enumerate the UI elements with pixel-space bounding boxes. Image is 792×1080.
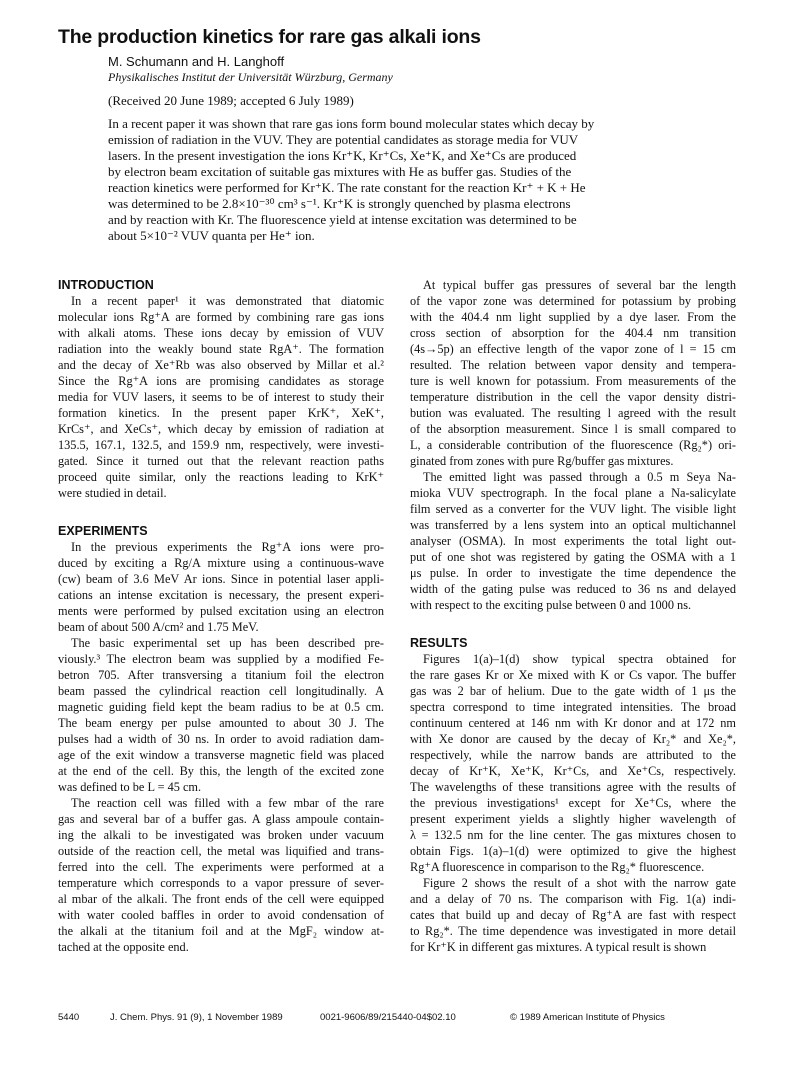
text-line: for Kr⁺K in different gas mixtures. A typical result is shown [410,940,707,954]
text-line: of the vapor zone was determined for potassium by probing [410,294,736,308]
text-line: the alkali at the titanium foil and at the MgF₂ window at- [58,924,384,938]
experiments-paragraph [58,635,384,795]
text-line: bution was evaluated. The resulting l agreed with the result [410,406,736,420]
text-line: of the absorption measurement. Since l is small compared to [410,422,736,436]
text-line: radiation into the weakly bound state RgA⁺. The formation [58,342,384,356]
text-line: the rare gases Kr or Xe mixed with K or Cs vapor. The buffer [410,668,736,682]
experiments-paragraph [410,469,736,613]
text-line: Figure 2 shows the result of a shot with the narrow gate [423,876,736,890]
section-heading-experiments: EXPERIMENTS [58,524,148,538]
article-code: 0021-9606/89/215440-04$02.10 [320,1012,456,1023]
text-line: film served as a converter for the VUV light. The visible light [410,502,736,516]
right-column [410,277,736,955]
text-line: and the decay of Xe⁺Rb was also observed by Millar et al.² [58,358,384,372]
text-line: analyser (OSMA). In most experiments the total light out- [410,534,736,548]
text-line: cations an intense excitation is necessary, the present experi- [58,588,384,602]
text-line: temperature which corresponds to a vapor pressure of sever- [58,876,384,890]
text-line: gas was 2 bar of helium. Due to the gate width of 1 μs the [410,684,736,698]
abstract-line: by electron beam excitation of suitable gas mixtures with He as buffer gas. Studies of the [108,164,572,179]
text-line: respectively, while the narrow bands are attributed to the [410,748,736,762]
text-line: cross section of absorption for the 404.4 nm transition [410,326,736,340]
text-line: ferred into the cell. The experiments were performed at a [58,860,384,874]
text-line: L, a considerable contribution of the fluorescence (Rg₂*) ori- [410,438,736,452]
text-line: formation kinetics. In the present paper KrK⁺, XeK⁺, [58,406,384,420]
text-line: (cw) beam of 3.6 MeV Ar ions. Since in potential laser appli- [58,572,384,586]
text-line: beam passed the cylindrical reaction cell longitudinally. A [58,684,384,698]
text-line: At typical buffer gas pressures of several bar the length [423,278,736,292]
text-line: cates that build up and decay of Rg⁺A are fast with respect [410,908,736,922]
text-line: was transferred by a lens system into an optical multichannel [410,518,736,532]
abstract-line: was determined to be 2.8×10⁻³⁰ cm³ s⁻¹. Kr⁺K is strongly quenched by plasma electrons [108,196,571,211]
abstract-line: reaction kinetics were performed for Kr⁺K. The rate constant for the reaction Kr⁺ + K + He [108,180,586,195]
abstract-line: and by reaction with Kr. The fluorescence yield at intense excitation was determined to be [108,212,577,227]
authors: M. Schumann and H. Langhoff [108,54,285,69]
text-line: with water cooled baffles in order to avoid condensation of [58,908,384,922]
section-heading-introduction: INTRODUCTION [58,278,154,292]
section-heading-results: RESULTS [410,636,468,650]
introduction-paragraph [58,293,384,501]
text-line: The wavelengths of these transitions agree with the results of [410,780,736,794]
abstract-line: In a recent paper it was shown that rare gas ions form bound molecular states which decay by [108,116,595,131]
text-line: ginated from zones with pure Rg/buffer gas mixtures. [410,454,674,468]
text-line: In the previous experiments the Rg⁺A ions were pro- [71,540,384,554]
text-line: ing the alkali to be investigated was broken under vacuum [58,828,384,842]
text-line: gated. Since it turned out that the relevant reaction paths [58,454,384,468]
experiments-paragraph [58,795,384,955]
text-line: betron 705. After transversing a titanium foil the electron [58,668,384,682]
text-line: put of one shot was registered by gating the OSMA with a 1 [410,550,736,564]
paper-title: The production kinetics for rare gas alkali ions [58,26,481,48]
text-line: with Xe donor are caused by the decay of Kr₂* and Xe₂*, [410,732,736,746]
text-line: to Rg₂*. The time dependence was investigated in more detail [410,924,736,938]
text-line: magnetic guiding field kept the beam radius to be at 0.5 cm. [58,700,384,714]
text-line: with respect to the exciting pulse between 0 and 1000 ns. [410,598,692,612]
text-line: molecular ions Rg⁺A are formed by combining rare gas ions [58,310,384,324]
abstract-line: about 5×10⁻² VUV quanta per He⁺ ion. [108,228,315,243]
text-line: proceed quite similar, only the reactions leading to KrK⁺ [58,470,384,484]
text-line: with the 404.4 nm light supplied by a dye laser. From the [410,310,736,324]
text-line: The reaction cell was filled with a few mbar of the rare [71,796,384,810]
text-line: λ = 132.5 nm for the line center. The gas mixtures chosen to [410,828,736,842]
text-line: Rg⁺A fluorescence in comparison to the Rg₂* fluorescence. [410,860,705,874]
abstract-line: emission of radiation in the VUV. They are potential candidates as storage media for VUV [108,132,579,147]
text-line: pulses had a width of 30 ns. In order to avoid radiation dam- [58,732,384,746]
text-line: at the end of the cell. By this, the length of the excited zone [58,764,384,778]
journal-citation: J. Chem. Phys. 91 (9), 1 November 1989 [110,1012,283,1023]
results-paragraph [410,875,736,955]
text-line: 135.5, 167.1, 132.5, and 159.9 nm, respectively, were investi- [58,438,384,452]
text-line: media for VUV lasers, it seems to be of interest to study their [58,390,384,404]
text-line: with alkali atoms. These ions decay by emission of VUV [58,326,384,340]
text-line: In a recent paper¹ it was demonstrated that diatomic [71,294,384,308]
text-line: The emitted light was passed through a 0.5 m Seya Na- [423,470,736,484]
text-line: gas and several bar of a buffer gas. A glass ampoule contain- [58,812,384,826]
left-column [58,277,384,955]
text-line: tached at the opposite end. [58,940,189,954]
results-paragraph [410,651,736,875]
text-line: The beam energy per pulse amounted to about 30 J. The [58,716,384,730]
text-line: ture is well known for potassium. From measurements of the [410,374,736,388]
text-line: spectra correspond to time integrated intensities. The broad [410,700,736,714]
text-line: and a delay of 70 ns. The comparison with Fig. 1(a) indi- [410,892,736,906]
text-line: ments were performed by pulsed excitation using an electron [58,604,384,618]
text-line: decay of Kr⁺K, Xe⁺K, Kr⁺Cs, and Xe⁺Cs, respectively. [410,764,736,778]
text-line: the previous investigations¹ except for Xe⁺Cs, where the [410,796,736,810]
copyright: © 1989 American Institute of Physics [510,1012,665,1023]
text-line: viously.³ The electron beam was supplied by a modified Fe- [58,652,384,666]
text-line: age of the exit window a transverse magnetic field was placed [58,748,384,762]
text-line: width of the gating pulse was reduced to 36 ns and delayed [410,582,736,596]
text-line: present experiment yields a slightly higher wavelength of [410,812,736,826]
page-number: 5440 [58,1012,80,1023]
text-line: continuum centered at 146 nm with Kr donor and at 172 nm [410,716,736,730]
experiments-paragraph [58,539,384,635]
text-line: outside of the reaction cell, the metal was liquified and trans- [58,844,384,858]
experiments-paragraph [410,277,736,469]
text-line: was defined to be L = 45 cm. [58,780,202,794]
text-line: (4s→5p) an effective length of the vapor zone of l = 15 cm [410,342,736,356]
abstract-line: lasers. In the present investigation the ions Kr⁺K, Kr⁺Cs, Xe⁺K, and Xe⁺Cs are produced [108,148,577,163]
text-line: mioka VUV spectrograph. In the focal plane a Na-salicylate [410,486,736,500]
text-line: resulted. The relation between vapor density and tempera- [410,358,736,372]
text-line: obtain Figs. 1(a)–1(d) were optimized to give the highest [410,844,736,858]
text-line: μs pulse. In order to investigate the time dependence the [410,566,736,580]
text-line: Figures 1(a)–1(d) show typical spectra obtained for [423,652,736,666]
text-line: al mbar of the alkali. The front ends of the cell were equipped [58,892,384,906]
text-line: Since the Rg⁺A ions are promising candidates as storage [58,374,384,388]
affiliation: Physikalisches Institut der Universität Würzburg, Germany [108,70,393,84]
received-date: (Received 20 June 1989; accepted 6 July 1989) [108,93,354,108]
text-line: temperature distribution in the cell the vapor density distri- [410,390,736,404]
abstract [108,116,628,244]
text-line: beam of about 500 A/cm² and 1.75 MeV. [58,620,259,634]
text-line: KrCs⁺, and XeCs⁺, which decay by emission of radiation at [58,422,384,436]
text-line: were studied in detail. [58,486,167,500]
text-line: duced by exciting a Rg/A mixture using a continuous-wave [58,556,384,570]
text-line: The basic experimental set up has been described pre- [71,636,384,650]
